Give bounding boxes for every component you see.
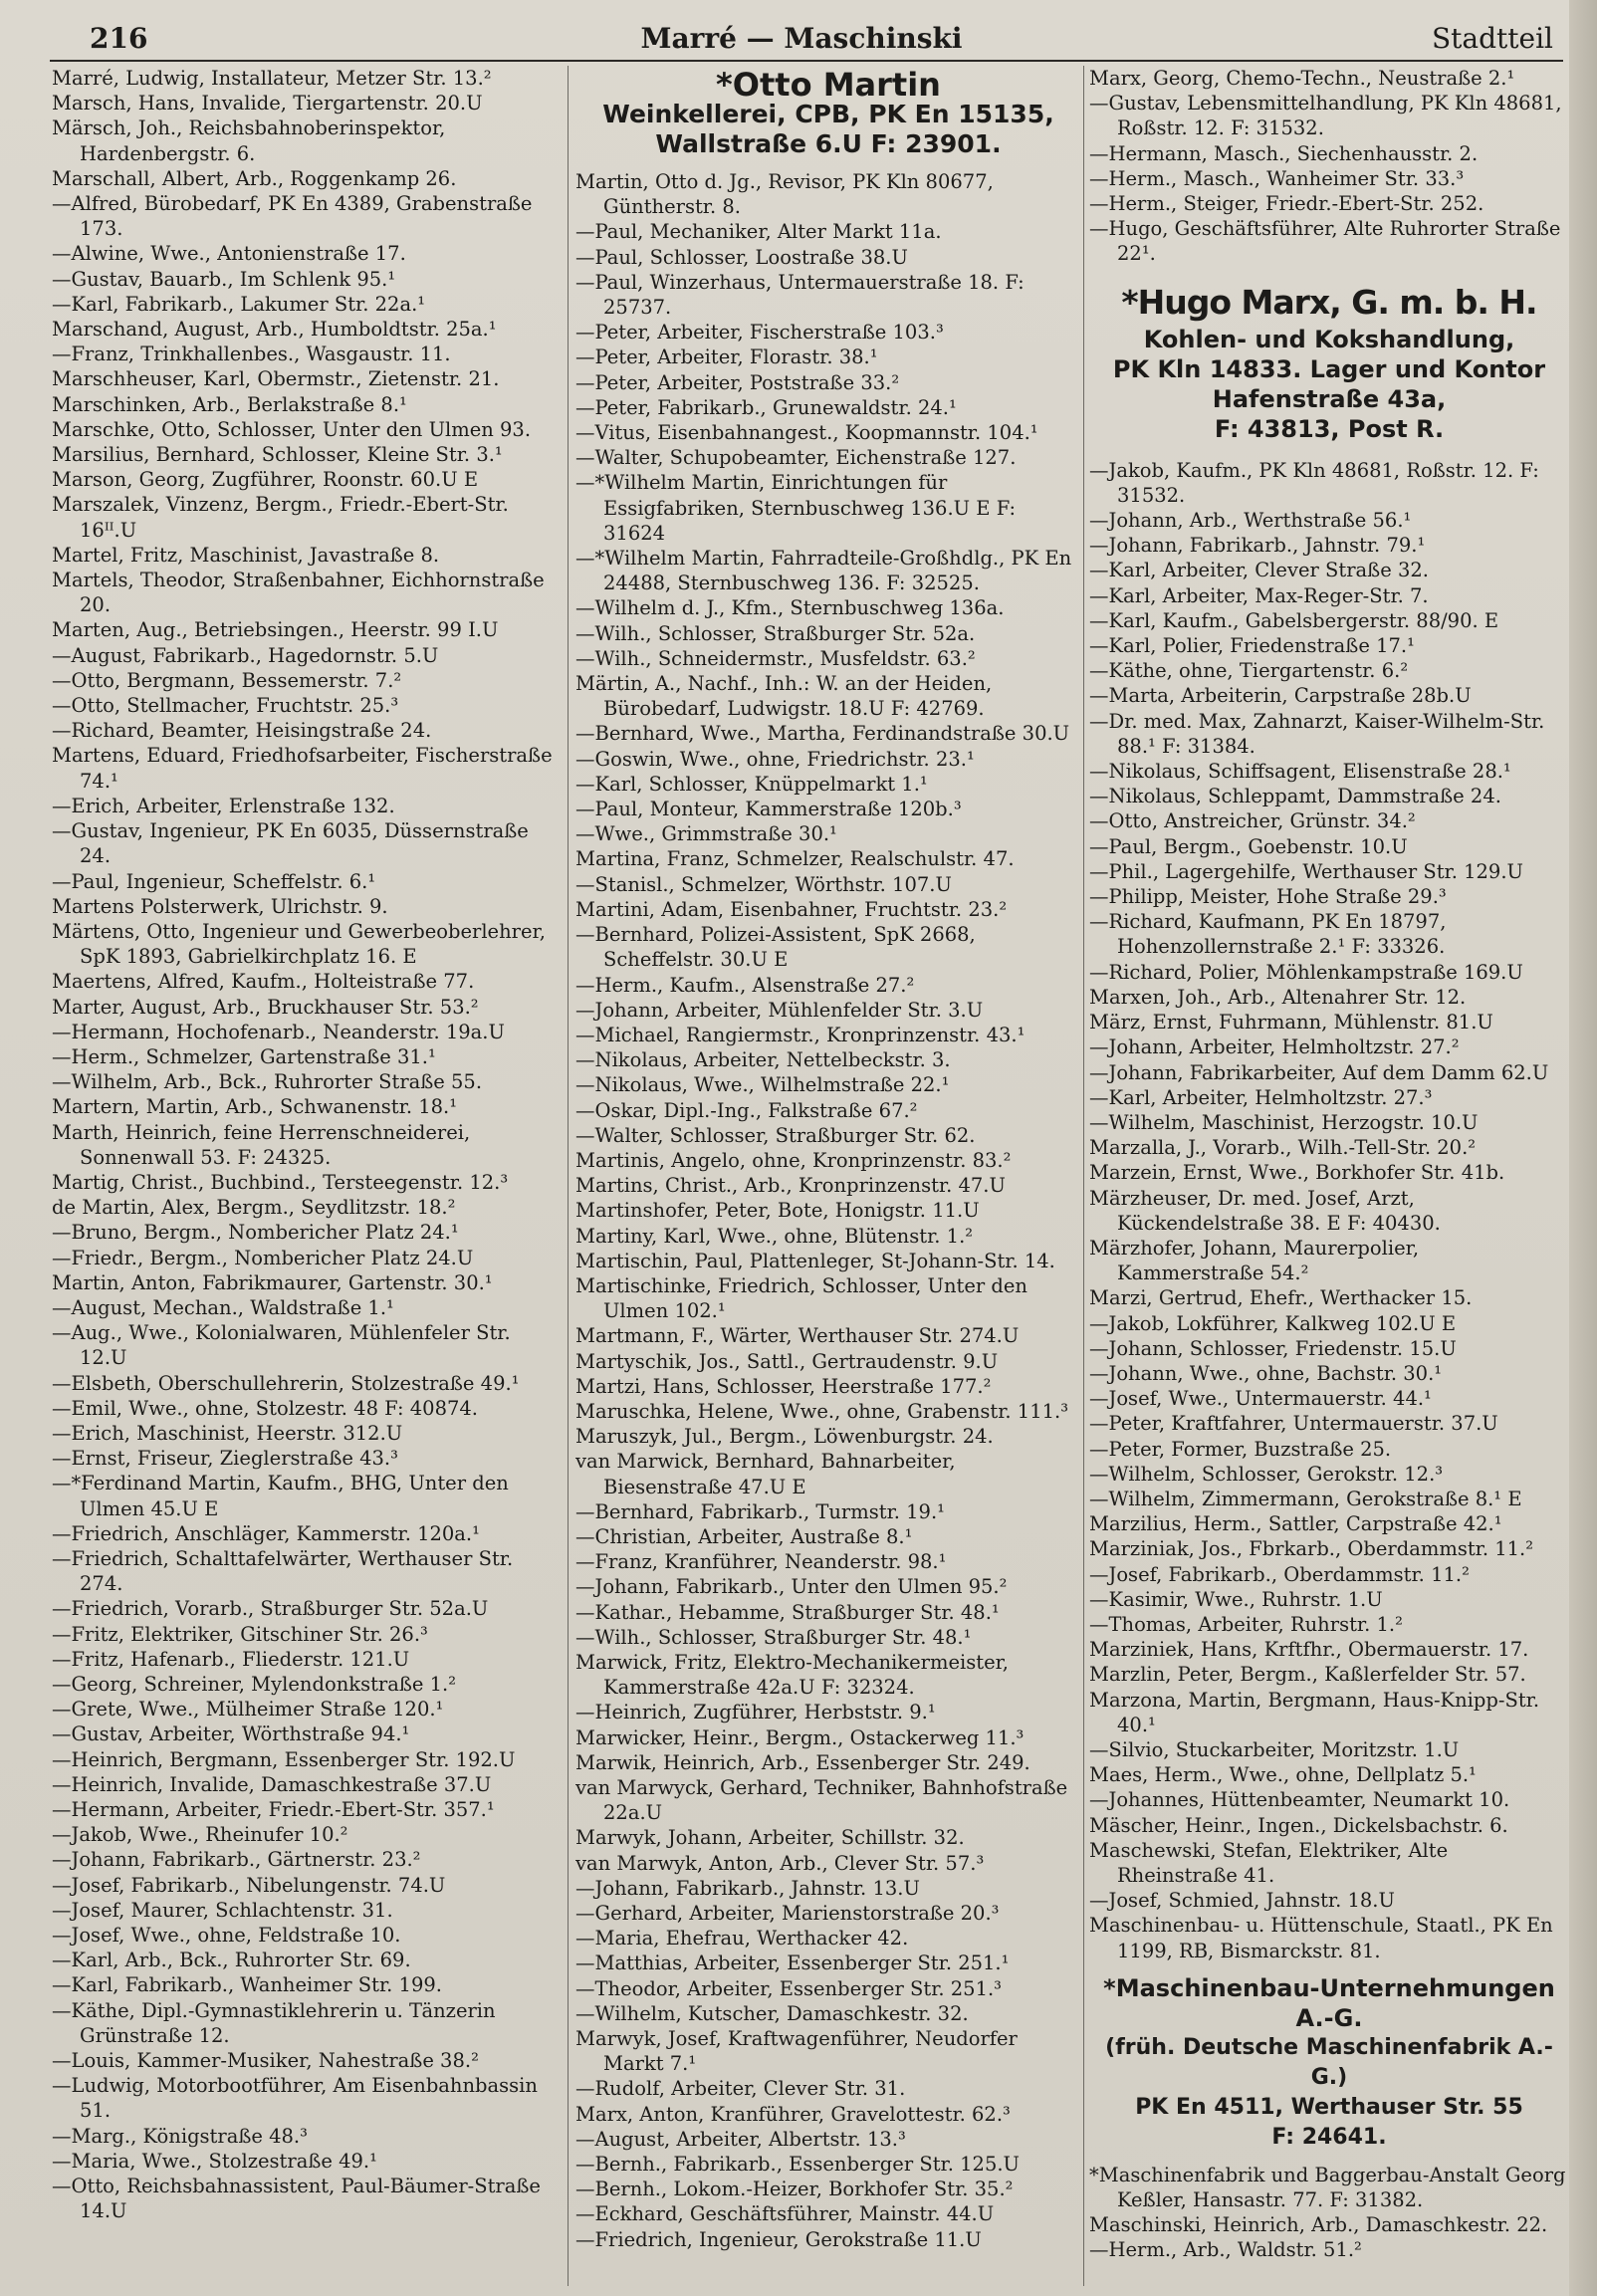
- directory-entry: —*Wilhelm Martin, Einrichtungen für Essigfabriken, Sternbuschweg 136.U E F: 31624: [575, 471, 1017, 545]
- directory-entry: Martyschik, Jos., Sattl., Gertraudenstr. 9.U: [575, 1349, 999, 1373]
- directory-entry: —Erich, Arbeiter, Erlenstraße 132.: [52, 794, 395, 817]
- directory-entry: —Thomas, Arbeiter, Ruhrstr. 1.²: [1089, 1612, 1403, 1636]
- directory-entry: Maruschka, Helene, Wwe., ohne, Grabenstr. 111.³: [575, 1399, 1069, 1423]
- directory-entry: —Ernst, Friseur, Zieglerstraße 43.³: [52, 1447, 398, 1471]
- directory-entry: Marxen, Joh., Arb., Altenahrer Str. 12.: [1089, 985, 1467, 1009]
- directory-entry: Mäscher, Heinr., Ingen., Dickelsbachstr. 6.: [1089, 1813, 1508, 1837]
- directory-entry: Martin, Anton, Fabrikmaurer, Gartenstr. 30.¹: [52, 1270, 493, 1294]
- directory-entry: Martiny, Karl, Wwe., ohne, Blütenstr. 1.²: [575, 1224, 974, 1248]
- directory-entry: Maes, Herm., Wwe., ohne, Dellplatz 5.¹: [1089, 1763, 1477, 1787]
- directory-entry: —Josef, Fabrikarb., Oberdammstr. 11.²: [1089, 1562, 1470, 1586]
- directory-entry: —Gerhard, Arbeiter, Marienstorstraße 20.³: [575, 1902, 1000, 1926]
- directory-entry: —Josef, Fabrikarb., Nibelungenstr. 74.U: [52, 1873, 446, 1897]
- directory-entry: —Theodor, Arbeiter, Essenberger Str. 251.³: [575, 1976, 1003, 2000]
- directory-entry: —Stanisl., Schmelzer, Wörthstr. 107.U: [575, 872, 952, 896]
- directory-entry: Marwyk, Josef, Kraftwagenführer, Neudorfer Markt 7.¹: [575, 2027, 1018, 2076]
- directory-entry: Märzheuser, Dr. med. Josef, Arzt, Kückendelstraße 38. E F: 40430.: [1089, 1186, 1441, 1235]
- page-header: [50, 18, 1553, 62]
- directory-entry: van Marwyk, Anton, Arb., Clever Str. 57.³: [575, 1851, 985, 1875]
- directory-entry: —Christian, Arbeiter, Austraße 8.¹: [575, 1524, 913, 1548]
- directory-entry: —Johannes, Hüttenbeamter, Neumarkt 10.: [1089, 1788, 1510, 1812]
- directory-entry: —Erich, Maschinist, Heerstr. 312.U: [52, 1421, 403, 1445]
- directory-entry: —Bruno, Bergm., Nombericher Platz 24.¹: [52, 1221, 459, 1245]
- directory-entry: Martischin, Paul, Plattenleger, St-Johann-Str. 14.: [575, 1249, 1055, 1272]
- directory-entry: —Nikolaus, Wwe., Wilhelmstraße 22.¹: [575, 1073, 950, 1097]
- directory-entry: —Wilhelm, Arb., Bck., Ruhrorter Straße 55.: [52, 1070, 483, 1094]
- directory-entry: Maschewski, Stefan, Elektriker, Alte Rheinstraße 41.: [1089, 1838, 1449, 1887]
- directory-entry: —Emil, Wwe., ohne, Stolzestr. 48 F: 40874.: [52, 1396, 479, 1420]
- directory-entry: —Michael, Rangiermstr., Kronprinzenstr. 43.¹: [575, 1023, 1026, 1046]
- directory-entry: —Josef, Schmied, Jahnstr. 18.U: [1089, 1889, 1395, 1913]
- ad-line: F: 24641.: [1271, 2124, 1387, 2150]
- directory-entry: —Otto, Bergmann, Bessemerstr. 7.²: [52, 668, 402, 692]
- page-number: 216: [90, 22, 148, 55]
- directory-entry: Martischinke, Friedrich, Schlosser, Unter den Ulmen 102.¹: [575, 1273, 1027, 1323]
- directory-entry: —Wilhelm, Kutscher, Damaschkestr. 32.: [575, 2001, 969, 2025]
- directory-entry: —Karl, Arbeiter, Clever Straße 32.: [1089, 559, 1429, 582]
- directory-entry: —Grete, Wwe., Mülheimer Straße 120.¹: [52, 1698, 444, 1722]
- directory-entry: —*Wilhelm Martin, Fahrradteile-Großhdlg., PK En 24488, Sternbuschweg 136. F: 32525.: [575, 547, 1072, 595]
- ad-line: *Hugo Marx, G. m. b. H.: [1121, 282, 1537, 322]
- directory-entry: —Otto, Stellmacher, Fruchtstr. 25.³: [52, 694, 399, 718]
- directory-entry: —Johann, Fabrikarbeiter, Auf dem Damm 62.U: [1089, 1060, 1549, 1084]
- directory-entry: —Paul, Mechaniker, Alter Markt 11a.: [575, 220, 942, 244]
- directory-entry: —Friedrich, Ingenieur, Gerokstraße 11.U: [575, 2227, 982, 2251]
- directory-entry: —Gustav, Lebensmittelhandlung, PK Kln 48681, Roßstr. 12. F: 31532.: [1089, 92, 1562, 140]
- directory-entry: —Josef, Wwe., Untermauerstr. 44.¹: [1089, 1387, 1432, 1411]
- column-2: [575, 66, 1081, 2286]
- column-divider: [568, 66, 569, 2286]
- ad-line: Wallstraße 6.U F: 23901.: [655, 129, 1002, 158]
- directory-entry: —Josef, Maurer, Schlachtenstr. 31.: [52, 1898, 393, 1922]
- column-3-entries-c: [1089, 2163, 1569, 2263]
- directory-entry: de Martin, Alex, Bergm., Seydlitzstr. 18.²: [52, 1196, 456, 1220]
- directory-entry: —Elsbeth, Oberschullehrerin, Stolzestraße 49.¹: [52, 1371, 520, 1395]
- directory-entry: —Bernhard, Polizei-Assistent, SpK 2668, Scheffelstr. 30.U E: [575, 923, 976, 972]
- directory-entry: —Wilhelm, Schlosser, Gerokstr. 12.³: [1089, 1462, 1444, 1486]
- directory-entry: —Maria, Ehefrau, Werthacker 42.: [575, 1927, 909, 1951]
- directory-entry: —Bernhard, Fabrikarb., Turmstr. 19.¹: [575, 1499, 945, 1523]
- directory-entry: —Kathar., Hebamme, Straßburger Str. 48.¹: [575, 1600, 1000, 1624]
- directory-entry: —Fritz, Elektriker, Gitschiner Str. 26.³: [52, 1622, 428, 1646]
- header-rule: [50, 60, 1563, 62]
- directory-entry: —Wilh., Schneidermstr., Musfeldstr. 63.²: [575, 646, 976, 670]
- directory-entry: —Wilh., Schlosser, Straßburger Str. 52a.: [575, 621, 976, 645]
- directory-entry: —Walter, Schupobeamter, Eichenstraße 127.: [575, 446, 1017, 470]
- directory-entry: Marsilius, Bernhard, Schlosser, Kleine Str. 3.¹: [52, 443, 503, 467]
- directory-entry: —Matthias, Arbeiter, Essenberger Str. 251.¹: [575, 1952, 1010, 1975]
- directory-entry: —Walter, Schlosser, Straßburger Str. 62.: [575, 1123, 976, 1147]
- directory-entry: —Herm., Kaufm., Alsenstraße 27.²: [575, 973, 915, 997]
- ad-line: F: 43813, Post R.: [1214, 414, 1445, 443]
- directory-entry: —Franz, Trinkhallenbes., Wasgaustr. 11.: [52, 343, 451, 366]
- directory-entry: —Paul, Bergm., Goebenstr. 10.U: [1089, 834, 1408, 858]
- directory-entry: Martins, Christ., Arb., Kronprinzenstr. 47.U: [575, 1174, 1006, 1198]
- directory-entry: —Dr. med. Max, Zahnarzt, Kaiser-Wilhelm-Str. 88.¹ F: 31384.: [1089, 709, 1545, 758]
- directory-entry: —Richard, Kaufmann, PK En 18797, Hohenzollernstraße 2.¹ F: 33326.: [1089, 910, 1447, 959]
- directory-entry: —Herm., Schmelzer, Gartenstraße 31.¹: [52, 1044, 436, 1068]
- directory-entry: Martini, Adam, Eisenbahner, Fruchtstr. 23.²: [575, 897, 1008, 921]
- page-title: Marré — Maschinski: [640, 22, 963, 55]
- ad-line: Weinkellerei, CPB, PK En 15135,: [602, 100, 1054, 128]
- ad-line: *Maschinenbau-Unternehmungen A.-G.: [1103, 1973, 1555, 2032]
- directory-entry: —Otto, Reichsbahnassistent, Paul-Bäumer-Straße 14.U: [52, 2175, 541, 2223]
- directory-entry: —Peter, Fabrikarb., Grunewaldstr. 24.¹: [575, 395, 957, 419]
- directory-entry: —Friedrich, Schalttafelwärter, Werthauser Str. 274.: [52, 1546, 514, 1596]
- directory-entry: Marschke, Otto, Schlosser, Unter den Ulmen 93.: [52, 417, 532, 441]
- directory-entry: —Wilhelm, Maschinist, Herzogstr. 10.U: [1089, 1110, 1479, 1134]
- directory-entry: Marwyk, Johann, Arbeiter, Schillstr. 32.: [575, 1826, 965, 1850]
- directory-entry: —Hermann, Masch., Siechenhausstr. 2.: [1089, 141, 1479, 165]
- column-3: [1089, 66, 1569, 2286]
- column-3-entries-a: [1089, 66, 1569, 267]
- directory-entry: —Heinrich, Bergmann, Essenberger Str. 192.U: [52, 1747, 516, 1771]
- directory-entry: —Richard, Polier, Möhlenkampstraße 169.U: [1089, 960, 1523, 984]
- directory-entry: Maertens, Alfred, Kaufm., Holteistraße 77.: [52, 970, 475, 994]
- directory-entry: —Karl, Schlosser, Knüppelmarkt 1.¹: [575, 772, 928, 796]
- ad-line: *Otto Martin: [716, 66, 941, 104]
- directory-entry: —Paul, Monteur, Kammerstraße 120b.³: [575, 798, 962, 821]
- directory-entry: —Phil., Lagergehilfe, Werthauser Str. 129.U: [1089, 859, 1523, 883]
- directory-entry: —Fritz, Hafenarb., Fliederstr. 121.U: [52, 1647, 410, 1671]
- directory-entry: Marsch, Hans, Invalide, Tiergartenstr. 20.U: [52, 92, 483, 115]
- directory-entry: Marzi, Gertrud, Ehefr., Werthacker 15.: [1089, 1286, 1473, 1310]
- directory-entry: —Johann, Arbeiter, Mühlenfelder Str. 3.U: [575, 998, 984, 1022]
- directory-entry: Martzi, Hans, Schlosser, Heerstraße 177.²: [575, 1374, 992, 1398]
- ad-line: Kohlen- und Kokshandlung,: [1143, 325, 1515, 353]
- directory-entry: —Nikolaus, Schiffsagent, Elisenstraße 28.¹: [1089, 760, 1511, 784]
- directory-entry: Martmann, F., Wärter, Werthauser Str. 274.U: [575, 1324, 1020, 1348]
- directory-entry: van Marwyck, Gerhard, Techniker, Bahnhofstraße 22a.U: [575, 1776, 1068, 1825]
- directory-entry: Marwik, Heinrich, Arb., Essenberger Str. 249.: [575, 1750, 1030, 1774]
- directory-entry: Marschand, August, Arb., Humboldtstr. 25a.¹: [52, 318, 497, 342]
- directory-entry: —Johann, Schlosser, Friedenstr. 15.U: [1089, 1336, 1457, 1360]
- directory-entry: Marziniek, Hans, Krftfhr., Obermauerstr. 17.: [1089, 1638, 1529, 1662]
- directory-entry: Marzein, Ernst, Wwe., Borkhofer Str. 41b.: [1089, 1161, 1505, 1185]
- directory-entry: Märzhofer, Johann, Maurerpolier, Kammerstraße 54.²: [1089, 1236, 1420, 1285]
- directory-entry: —Karl, Arb., Bck., Ruhrorter Str. 69.: [52, 1949, 411, 1972]
- directory-entry: Marzlin, Peter, Bergm., Kaßlerfelder Str. 57.: [1089, 1663, 1526, 1687]
- directory-entry: —Hermann, Arbeiter, Friedr.-Ebert-Str. 357.¹: [52, 1798, 495, 1822]
- directory-entry: —August, Arbeiter, Albertstr. 13.³: [575, 2127, 906, 2151]
- directory-entry: —Georg, Schreiner, Mylendonkstraße 1.²: [52, 1673, 457, 1696]
- directory-entry: —Philipp, Meister, Hohe Straße 29.³: [1089, 885, 1447, 909]
- directory-entry: Märsch, Joh., Reichsbahnoberinspektor, Hardenbergstr. 6.: [52, 116, 446, 165]
- directory-entry: —Maria, Wwe., Stolzestraße 49.¹: [52, 2149, 377, 2173]
- directory-entry: —Ludwig, Motorbootführer, Am Eisenbahnbassin 51.: [52, 2074, 538, 2123]
- directory-entry: —Wilhelm, Zimmermann, Gerokstraße 8.¹ E: [1089, 1487, 1522, 1510]
- directory-entry: —Josef, Wwe., ohne, Feldstraße 10.: [52, 1924, 401, 1948]
- directory-entry: —Johann, Arb., Werthstraße 56.¹: [1089, 509, 1412, 533]
- directory-entry: Maruszyk, Jul., Bergm., Löwenburgstr. 24.: [575, 1425, 994, 1449]
- directory-entry: Martig, Christ., Buchbind., Tersteegenstr. 12.³: [52, 1170, 509, 1194]
- directory-entry: —Johann, Wwe., ohne, Bachstr. 30.¹: [1089, 1361, 1443, 1385]
- directory-entry: Märtin, A., Nachf., Inh.: W. an der Heiden, Bürobedarf, Ludwigstr. 18.U F: 42769.: [575, 672, 993, 721]
- directory-entry: —Louis, Kammer-Musiker, Nahestraße 38.²: [52, 2049, 479, 2073]
- directory-entry: —Aug., Wwe., Kolonialwaren, Mühlenfeler Str. 12.U: [52, 1321, 511, 1370]
- directory-entry: —Alwine, Wwe., Antonienstraße 17.: [52, 242, 406, 266]
- directory-entry: —Goswin, Wwe., ohne, Friedrichstr. 23.¹: [575, 747, 975, 771]
- column-divider: [1083, 66, 1084, 2286]
- directory-entry: —Friedr., Bergm., Nombericher Platz 24.U: [52, 1246, 474, 1269]
- directory-entry: —Karl, Arbeiter, Max-Reger-Str. 7.: [1089, 583, 1429, 607]
- section-label: Stadtteil: [1431, 22, 1553, 55]
- directory-entry: —Otto, Anstreicher, Grünstr. 34.²: [1089, 809, 1416, 833]
- directory-entry: —Friedrich, Anschläger, Kammerstr. 120a.¹: [52, 1521, 480, 1545]
- directory-entry: Marschinken, Arb., Berlakstraße 8.¹: [52, 392, 407, 416]
- directory-entry: Marziniak, Jos., Fbrkarb., Oberdammstr. 11.²: [1089, 1537, 1534, 1561]
- directory-entry: Marzilius, Herm., Sattler, Carpstraße 42.¹: [1089, 1512, 1502, 1536]
- directory-entry: —Wilh., Schlosser, Straßburger Str. 48.¹: [575, 1625, 972, 1649]
- directory-entry: —Franz, Kranführer, Neanderstr. 98.¹: [575, 1550, 947, 1574]
- directory-entry: Marx, Georg, Chemo-Techn., Neustraße 2.¹: [1089, 67, 1515, 90]
- directory-entry: Marré, Ludwig, Installateur, Metzer Str. 13.²: [52, 67, 492, 90]
- directory-entry: Marson, Georg, Zugführer, Roonstr. 60.U E: [52, 468, 479, 492]
- directory-entry: —Kasimir, Wwe., Ruhrstr. 1.U: [1089, 1587, 1383, 1611]
- directory-entry: —Karl, Kaufm., Gabelsbergerstr. 88/90. E: [1089, 608, 1499, 632]
- directory-entry: —Nikolaus, Schleppamt, Dammstraße 24.: [1089, 785, 1501, 808]
- directory-entry: Marter, August, Arb., Bruckhauser Str. 53.²: [52, 995, 479, 1019]
- directory-entry: —Peter, Arbeiter, Fischerstraße 103.³: [575, 321, 944, 344]
- directory-entry: —Eckhard, Geschäftsführer, Mainstr. 44.U: [575, 2202, 995, 2226]
- directory-entry: Maschinenbau- u. Hüttenschule, Staatl., PK En 1199, RB, Bismarckstr. 81.: [1089, 1914, 1553, 1962]
- directory-entry: —*Ferdinand Martin, Kaufm., BHG, Unter den Ulmen 45.U E: [52, 1472, 509, 1520]
- directory-entry: —Käthe, Dipl.-Gymnastiklehrerin u. Tänzerin Grünstraße 12.: [52, 1998, 496, 2047]
- directory-entry: —Peter, Arbeiter, Poststraße 33.²: [575, 370, 900, 394]
- directory-entry: —Marg., Königstraße 48.³: [52, 2124, 308, 2148]
- directory-entry: —Karl, Polier, Friedenstraße 17.¹: [1089, 634, 1415, 658]
- directory-entry: —Nikolaus, Arbeiter, Nettelbeckstr. 3.: [575, 1048, 951, 1072]
- directory-entry: —Gustav, Ingenieur, PK En 6035, Düssernstraße 24.: [52, 819, 529, 868]
- directory-entry: —Hugo, Geschäftsführer, Alte Ruhrorter Straße 22¹.: [1089, 217, 1561, 266]
- ad-line: (früh. Deutsche Maschinenfabrik A.-G.): [1105, 2034, 1553, 2090]
- ad-line: PK En 4511, Werthauser Str. 55: [1135, 2094, 1523, 2120]
- directory-entry: Marth, Heinrich, feine Herrenschneiderei, Sonnenwall 53. F: 24325.: [52, 1120, 471, 1169]
- directory-entry: —Jakob, Lokführer, Kalkweg 102.U E: [1089, 1311, 1457, 1335]
- directory-entry: —Silvio, Stuckarbeiter, Moritzstr. 1.U: [1089, 1737, 1460, 1761]
- directory-entry: —Friedrich, Vorarb., Straßburger Str. 52a.U: [52, 1597, 489, 1621]
- directory-entry: —August, Fabrikarb., Hagedornstr. 5.U: [52, 643, 439, 667]
- directory-entry: *Maschinenfabrik und Baggerbau-Anstalt Georg Keßler, Hansastr. 77. F: 31382.: [1089, 2163, 1566, 2212]
- ad-hugo-marx: [1089, 281, 1569, 444]
- directory-entry: —Paul, Winzerhaus, Untermauerstraße 18. F: 25737.: [575, 270, 1025, 320]
- directory-entry: —Peter, Former, Buzstraße 25.: [1089, 1437, 1392, 1461]
- directory-entry: Martinis, Angelo, ohne, Kronprinzenstr. 83.²: [575, 1148, 1012, 1172]
- column-3-entries-b: [1089, 458, 1569, 1963]
- directory-entry: Marx, Anton, Kranführer, Gravelottestr. 62.³: [575, 2102, 1011, 2126]
- directory-entry: —Herm., Steiger, Friedr.-Ebert-Str. 252.: [1089, 192, 1484, 216]
- directory-entry: Märtens, Otto, Ingenieur und Gewerbeoberlehrer, SpK 1893, Gabrielkirchplatz 16. E: [52, 919, 546, 969]
- directory-entry: Martens Polsterwerk, Ulrichstr. 9.: [52, 894, 388, 918]
- directory-entry: —Richard, Beamter, Heisingstraße 24.: [52, 719, 432, 743]
- directory-entry: —Bernh., Fabrikarb., Essenberger Str. 125.U: [575, 2153, 1020, 2177]
- directory-entry: Martels, Theodor, Straßenbahner, Eichhornstraße 20.: [52, 569, 545, 617]
- directory-entry: Marwicker, Heinr., Bergm., Ostackerweg 11.³: [575, 1725, 1025, 1749]
- directory-entry: Marzalla, J., Vorarb., Wilh.-Tell-Str. 20.²: [1089, 1136, 1477, 1160]
- directory-entry: —Oskar, Dipl.-Ing., Falkstraße 67.²: [575, 1098, 918, 1122]
- directory-entry: —Marta, Arbeiterin, Carpstraße 28b.U: [1089, 684, 1472, 708]
- directory-entry: —Paul, Schlosser, Loostraße 38.U: [575, 245, 908, 269]
- directory-entry: Marzona, Martin, Bergmann, Haus-Knipp-Str. 40.¹: [1089, 1688, 1540, 1736]
- directory-entry: Marschall, Albert, Arb., Roggenkamp 26.: [52, 166, 457, 190]
- directory-entry: —Paul, Ingenieur, Scheffelstr. 6.¹: [52, 869, 376, 893]
- directory-entry: Martel, Fritz, Maschinist, Javastraße 8.: [52, 543, 440, 567]
- directory-entry: —Bernh., Lokom.-Heizer, Borkhofer Str. 35.²: [575, 2178, 1014, 2201]
- directory-entry: —Alfred, Bürobedarf, PK En 4389, Grabenstraße 173.: [52, 192, 533, 241]
- ad-maschinenbau: [1089, 1973, 1569, 2153]
- directory-entry: —Peter, Arbeiter, Florastr. 38.¹: [575, 345, 878, 369]
- directory-entry: —Wilhelm d. J., Kfm., Sternbuschweg 136a.: [575, 596, 1005, 620]
- directory-entry: —Käthe, ohne, Tiergartenstr. 6.²: [1089, 659, 1409, 683]
- directory-entry: —Karl, Fabrikarb., Lakumer Str. 22a.¹: [52, 292, 426, 316]
- directory-entry: Martinshofer, Peter, Bote, Honigstr. 11.U: [575, 1199, 980, 1223]
- directory-entry: Marwick, Fritz, Elektro-Mechanikermeister, Kammerstraße 42a.U F: 32324.: [575, 1650, 1009, 1700]
- directory-entry: Marschheuser, Karl, Obermstr., Zietenstr. 21.: [52, 367, 500, 391]
- directory-entry: —Vitus, Eisenbahnangest., Koopmannstr. 104.¹: [575, 421, 1038, 445]
- ad-line: Hafenstraße 43a,: [1212, 384, 1447, 413]
- directory-entry: Marszalek, Vinzenz, Bergm., Friedr.-Ebert-Str. 16ᴵᴵ.U: [52, 493, 509, 542]
- directory-entry: —Jakob, Wwe., Rheinufer 10.²: [52, 1823, 348, 1847]
- directory-entry: —Herm., Masch., Wanheimer Str. 33.³: [1089, 166, 1465, 190]
- page-edge: [1569, 0, 1597, 2296]
- directory-entry: —August, Mechan., Waldstraße 1.¹: [52, 1295, 394, 1319]
- directory-entry: März, Ernst, Fuhrmann, Mühlenstr. 81.U: [1089, 1011, 1493, 1034]
- directory-entry: Martina, Franz, Schmelzer, Realschulstr. 47.: [575, 847, 1015, 871]
- directory-entry: Marten, Aug., Betriebsingen., Heerstr. 99 I.U: [52, 618, 499, 642]
- directory-entry: —Rudolf, Arbeiter, Clever Str. 31.: [575, 2077, 906, 2101]
- directory-entry: —Karl, Arbeiter, Helmholtzstr. 27.³: [1089, 1085, 1433, 1109]
- directory-entry: Martern, Martin, Arb., Schwanenstr. 18.¹: [52, 1095, 458, 1119]
- column-1: [52, 66, 562, 2286]
- directory-entry: —Johann, Fabrikarb., Jahnstr. 13.U: [575, 1876, 920, 1900]
- directory-entry: —Gustav, Arbeiter, Wörthstraße 94.¹: [52, 1722, 410, 1746]
- directory-entry: Martens, Eduard, Friedhofsarbeiter, Fischerstraße 74.¹: [52, 744, 553, 793]
- column-2-entries: [575, 169, 1081, 2252]
- directory-entry: —Hermann, Hochofenarb., Neanderstr. 19a.U: [52, 1020, 505, 1043]
- directory-entry: —Herm., Arb., Waldstr. 51.²: [1089, 2238, 1362, 2262]
- directory-entry: —Gustav, Bauarb., Im Schlenk 95.¹: [52, 267, 396, 291]
- directory-entry: —Bernhard, Wwe., Martha, Ferdinandstraße 30.U: [575, 722, 1070, 746]
- directory-entry: Martin, Otto d. Jg., Revisor, PK Kln 80677, Güntherstr. 8.: [575, 170, 994, 219]
- directory-entry: —Heinrich, Invalide, Damaschkestraße 37.U: [52, 1772, 492, 1796]
- directory-entry: —Jakob, Kaufm., PK Kln 48681, Roßstr. 12. F: 31532.: [1089, 458, 1539, 507]
- ad-line: PK Kln 14833. Lager und Kontor: [1112, 354, 1546, 383]
- directory-entry: —Johann, Fabrikarb., Jahnstr. 79.¹: [1089, 534, 1426, 558]
- directory-entry: —Karl, Fabrikarb., Wanheimer Str. 199.: [52, 1973, 442, 1997]
- directory-entry: —Peter, Kraftfahrer, Untermauerstr. 37.U: [1089, 1412, 1498, 1436]
- directory-entry: —Wwe., Grimmstraße 30.¹: [575, 822, 837, 846]
- directory-entry: —Heinrich, Zugführer, Herbststr. 9.¹: [575, 1701, 936, 1724]
- directory-entry: —Johann, Fabrikarb., Gärtnerstr. 23.²: [52, 1848, 421, 1872]
- directory-entry: —Johann, Fabrikarb., Unter den Ulmen 95.²: [575, 1575, 1008, 1599]
- directory-entry: van Marwick, Bernhard, Bahnarbeiter, Biesenstraße 47.U E: [575, 1450, 956, 1498]
- ad-otto-martin: [575, 66, 1081, 159]
- directory-entry: Maschinski, Heinrich, Arb., Damaschkestr. 22.: [1089, 2213, 1548, 2237]
- directory-entry: —Johann, Arbeiter, Helmholtzstr. 27.²: [1089, 1035, 1460, 1059]
